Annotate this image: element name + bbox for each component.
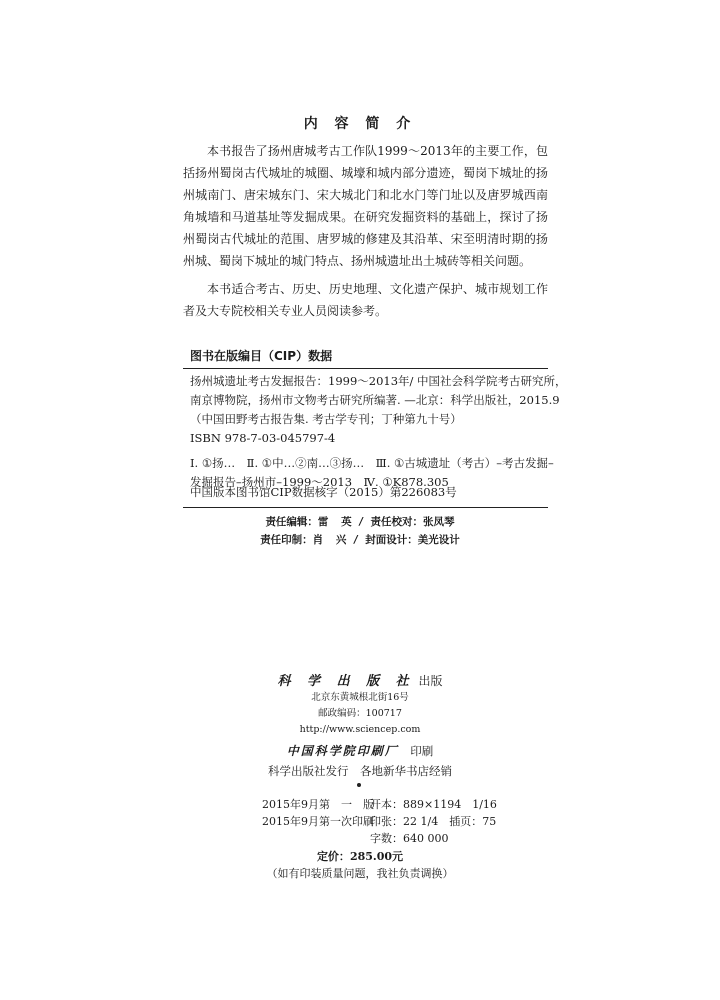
page-title: 内 容 简 介	[303, 116, 417, 132]
price-value: 285.00元	[349, 850, 404, 863]
printer-suffix: 印刷	[398, 744, 434, 758]
publisher-url: http://www.sciencep.com	[299, 724, 421, 735]
cip-line-2: 南京博物院，扬州市文物考古研究所编著. —北京：科学出版社，2015.9	[190, 393, 560, 407]
intro-paragraph-1: 本书报告了扬州唐城考古工作队1999～2013年的主要工作，包括扬州蜀岗古代城址的城圈、城壕和城内部分遗迹，蜀岗下城址的扬州城南门、唐宋城东门、宋大城北门和北水门等门址以及唐罗城西南角城墙和马道基址等发掘成果。在研究发掘资料的基础上，探讨了扬州蜀岗古代城址的范围、唐罗城的修建及其沿革、宋至明清时期的扬州城、蜀岗下城址的城门特点、扬州城遗址出土城砖等相关问题。	[183, 144, 548, 268]
price-label: 定价：	[316, 850, 350, 863]
publisher-name: 科 学 出 版 社	[277, 674, 415, 689]
cip-top-rule	[183, 368, 548, 369]
intro-section	[183, 140, 548, 328]
word-count: 字数：640 000	[370, 832, 449, 845]
format-size: 开本：889×1194 1/16	[370, 798, 497, 811]
sheet-count: 印张：22 1/4 插页：75	[370, 815, 497, 828]
cip-isbn: ISBN 978-7-03-045797-4	[190, 431, 336, 445]
cip-line-1: 扬州城遗址考古发掘报告：1999～2013年/ 中国社会科学院考古研究所，	[190, 374, 567, 388]
distribution-line: 科学出版社发行 各地新华书店经销	[268, 764, 452, 778]
cip-classification-1: Ⅰ. ①扬… Ⅱ. ①中…②南…③扬… Ⅲ. ①古城遗址（考古）–考古发掘–	[190, 456, 554, 470]
publisher-suffix: 出版	[414, 674, 443, 688]
edition-date: 2015年9月第 一 版	[262, 798, 374, 811]
cip-verification-number: 中国版本图书馆CIP数据核字（2015）第226083号	[190, 485, 457, 499]
printer-name: 中国科学院印刷厂	[286, 744, 399, 758]
editor-credit-1: 责任编辑：雷 英 / 责任校对：张凤琴	[265, 516, 455, 528]
quality-note: （如有印装质量问题，我社负责调换）	[266, 867, 454, 880]
intro-paragraph-2: 本书适合考古、历史、历史地理、文化遗产保护、城市规划工作者及大专院校相关专业人员阅读参考。	[183, 282, 548, 318]
edition-row-2	[262, 813, 497, 830]
cip-bottom-rule	[183, 507, 548, 508]
publisher-postcode: 邮政编码：100717	[318, 708, 402, 719]
cip-heading: 图书在版编目（CIP）数据	[190, 349, 333, 363]
printer-line	[0, 742, 720, 759]
publisher-address: 北京东黄城根北街16号	[311, 692, 409, 703]
printing-date: 2015年9月第一次印刷	[262, 815, 374, 828]
publisher-line	[0, 670, 720, 689]
cip-classification-2: 发掘报告–扬州市–1999～2013 Ⅳ. ①K878.305	[190, 475, 449, 489]
separator-dot	[357, 783, 361, 787]
cip-line-3: （中国田野考古报告集. 考古学专刊；丁种第九十号）	[190, 412, 462, 426]
cip-record	[190, 372, 567, 492]
edition-row-1	[262, 796, 497, 813]
price-line	[0, 848, 720, 865]
editor-credit-2: 责任印制：肖 兴 / 封面设计：美光设计	[260, 534, 460, 546]
